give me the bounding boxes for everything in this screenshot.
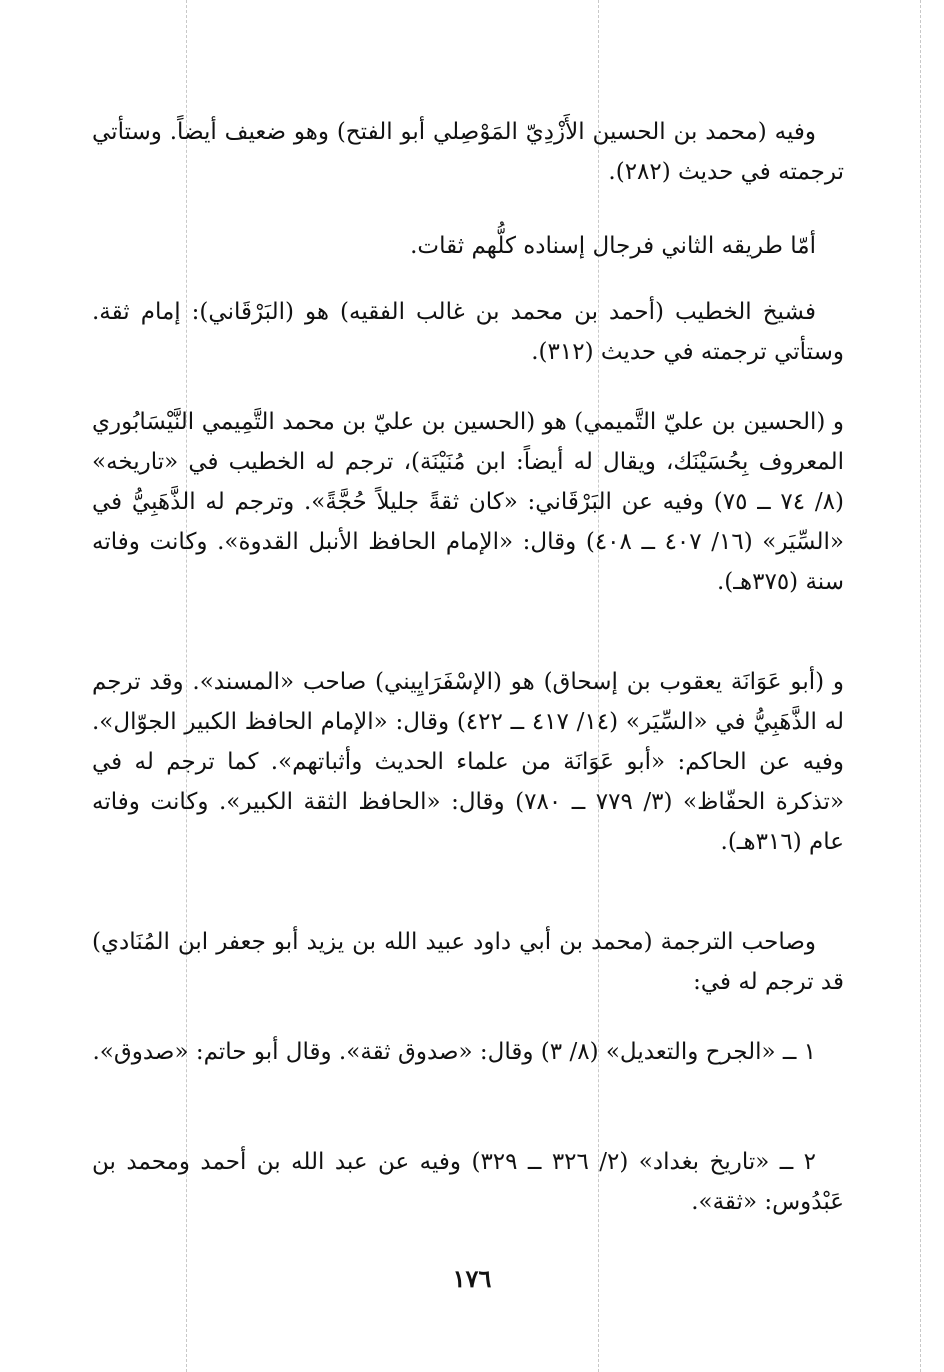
paragraph-abu-awana: و (أبو عَوَانَة يعقوب بن إسحاق) هو (الإسْفَرَايِيني) صاحب «المسند». وقد ترجم له الذَّهَبِيُّ في «السِّيَر» (١٤/ ٤١٧ ــ ٤٢٢) وقال: «الإمام الحافظ الكبير الجوّال». وفيه عن الحاكم: «أبو عَوَانَة من علماء الحديث وأثباتهم». كما ترجم له في «تذكرة الحفّاظ» (٣/ ٧٧٩ ــ ٧٨٠) وقال: «الحافظ الثقة الكبير». وكانت وفاته عام (٣١٦هـ). (92, 669, 845, 855)
paragraph-husayn-tamimi: و (الحسين بن عليّ التَّميمي) هو (الحسين بن عليّ بن محمد التَّمِيمي النَّيْسَابُوري المعروف بِحُسَيْنَك، ويقال له أيضاً: ابن مُنَيْنَة)، ترجم له الخطيب في «تاريخه» (٨/ ٧٤ ــ ٧٥) وفيه عن البَرْقَاني: «كان ثقةً جليلاً حُجَّةً». وترجم له الذَّهَبِيُّ في «السِّيَر» (١٦/ ٤٠٧ ــ ٤٠٨) وقال: «الإمام الحافظ الأنبل القدوة». وكانت وفاته سنة (٣٧٥هـ). (92, 409, 844, 595)
column-guide-line (920, 0, 921, 1372)
page-number: ١٧٦ (452, 1264, 492, 1293)
paragraph-subject-biography: وصاحب الترجمة (محمد بن أبي داود عبيد الله بن يزيد أبو جعفر ابن المُنَادي) قد ترجم له في: (92, 929, 844, 995)
paragraph-source-1: ١ ــ «الجرح والتعديل» (٨/ ٣) وقال: «صدوق ثقة». وقال أبو حاتم: «صدوق». (92, 1039, 816, 1065)
paragraph-second-chain: أمّا طريقه الثاني فرجال إسناده كلُّهم ثقات. (410, 233, 816, 259)
paragraph-source-2: ٢ ــ «تاريخ بغداد» (٢/ ٣٢٦ ــ ٣٢٩) وفيه عن عبد الله بن أحمد ومحمد بن عَبْدُوس: «ثقة». (92, 1149, 844, 1215)
paragraph-azdi: وفيه (محمد بن الحسين الأَزْدِيّ المَوْصِلي أبو الفتح) وهو ضعيف أيضاً. وستأتي ترجمته في حديث (٢٨٢). (92, 119, 844, 185)
paragraph-barqani: فشيخ الخطيب (أحمد بن محمد بن غالب الفقيه) هو (البَرْقَاني): إمام ثقة. وستأتي ترجمته في حديث (٣١٢). (92, 299, 844, 365)
